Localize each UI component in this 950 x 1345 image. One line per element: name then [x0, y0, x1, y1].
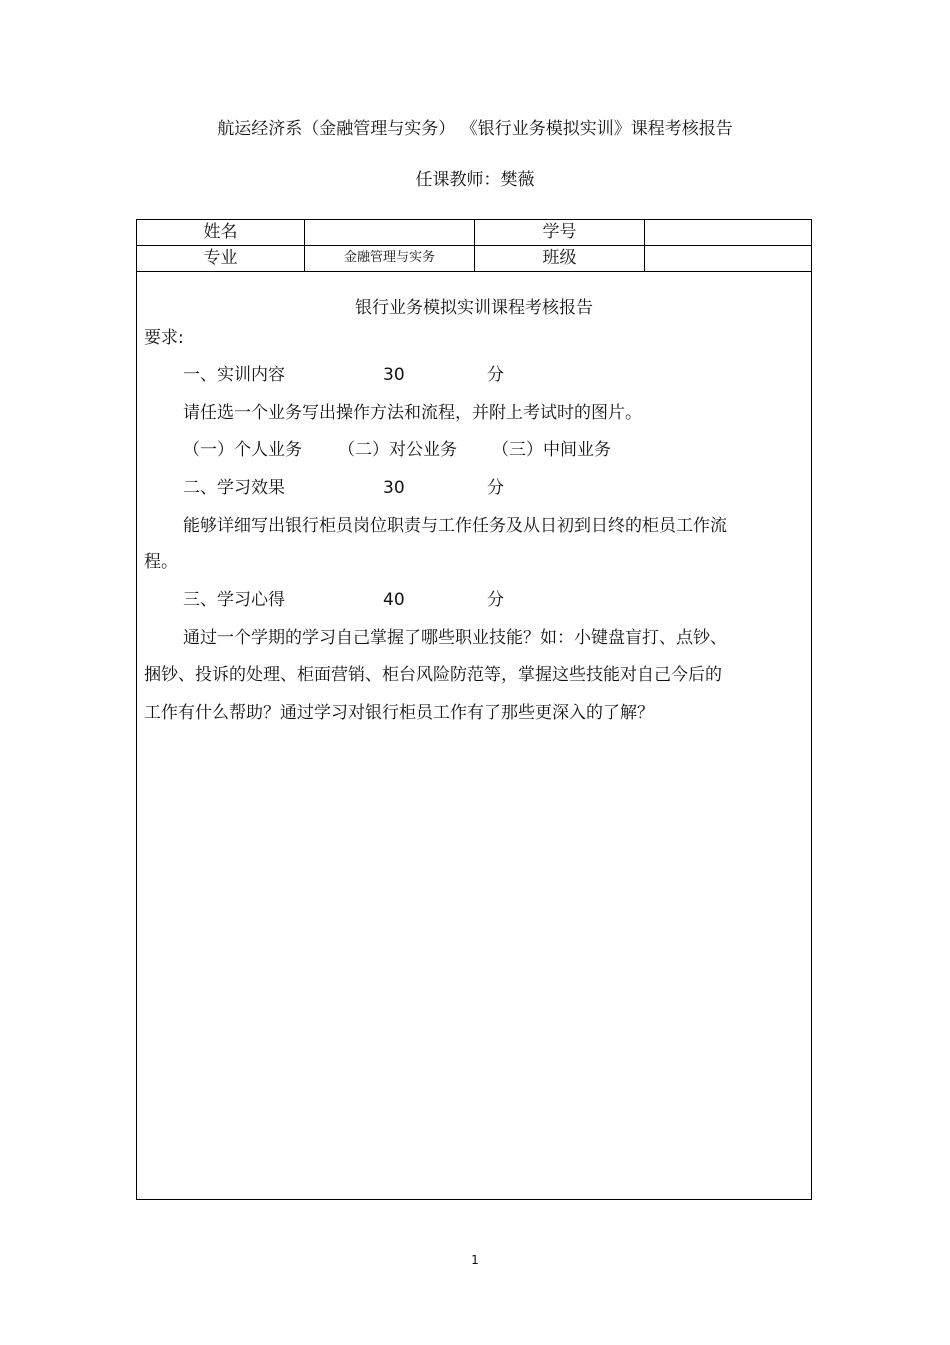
section-3-text-line-2: 捆钞、投诉的处理、柜面营销、柜台风险防范等，掌握这些技能对自己今后的: [144, 665, 722, 685]
section-3-text-line-3: 工作有什么帮助？通过学习对银行柜员工作有了那些更深入的了解？: [144, 703, 654, 723]
info-row-major: [137, 246, 811, 272]
student-id-value: [645, 220, 811, 245]
option-corporate: （二）对公业务: [338, 440, 457, 460]
section-2-title: 二、学习效果: [183, 478, 285, 498]
teacher-line: 任课教师：樊薇: [415, 170, 535, 190]
section-1-heading: [183, 363, 504, 387]
section-2-text-line-2: 程。: [144, 552, 178, 572]
section-2-heading: [183, 476, 504, 500]
requirements-label: 要求:: [144, 328, 184, 348]
page-number: 1: [471, 1253, 479, 1267]
section-3-text-line-1: 通过一个学期的学习自己掌握了哪些职业技能？如：小键盘盲打、点钞、: [183, 628, 727, 648]
option-personal: （一）个人业务: [183, 440, 302, 460]
report-title: 银行业务模拟实训课程考核报告: [355, 298, 593, 318]
class-label: 班级: [475, 246, 645, 271]
section-1-score: 30: [383, 365, 405, 385]
section-2-score: 30: [383, 478, 405, 498]
name-value: [305, 220, 475, 245]
major-label: 专业: [137, 246, 305, 271]
section-2-unit: 分: [487, 478, 504, 498]
class-value: [645, 246, 811, 271]
student-id-label: 学号: [475, 220, 645, 245]
name-label: 姓名: [137, 220, 305, 245]
section-2-text-line-1: 能够详细写出银行柜员岗位职责与工作任务及从日初到日终的柜员工作流: [183, 516, 727, 536]
section-3-score: 40: [383, 590, 405, 610]
document-title: 航运经济系（金融管理与实务） 《银行业务模拟实训》课程考核报告: [217, 119, 733, 139]
info-row-name: [137, 220, 811, 246]
section-3-unit: 分: [487, 590, 504, 610]
section-1-unit: 分: [487, 365, 504, 385]
section-3-title: 三、学习心得: [183, 590, 285, 610]
section-1-text: 请任选一个业务写出操作方法和流程，并附上考试时的图片。: [183, 403, 642, 423]
section-3-heading: [183, 588, 504, 612]
option-intermediary: （三）中间业务: [492, 440, 611, 460]
section-1-title: 一、实训内容: [183, 365, 285, 385]
report-form: [136, 219, 812, 1200]
major-value: 金融管理与实务: [305, 246, 475, 271]
